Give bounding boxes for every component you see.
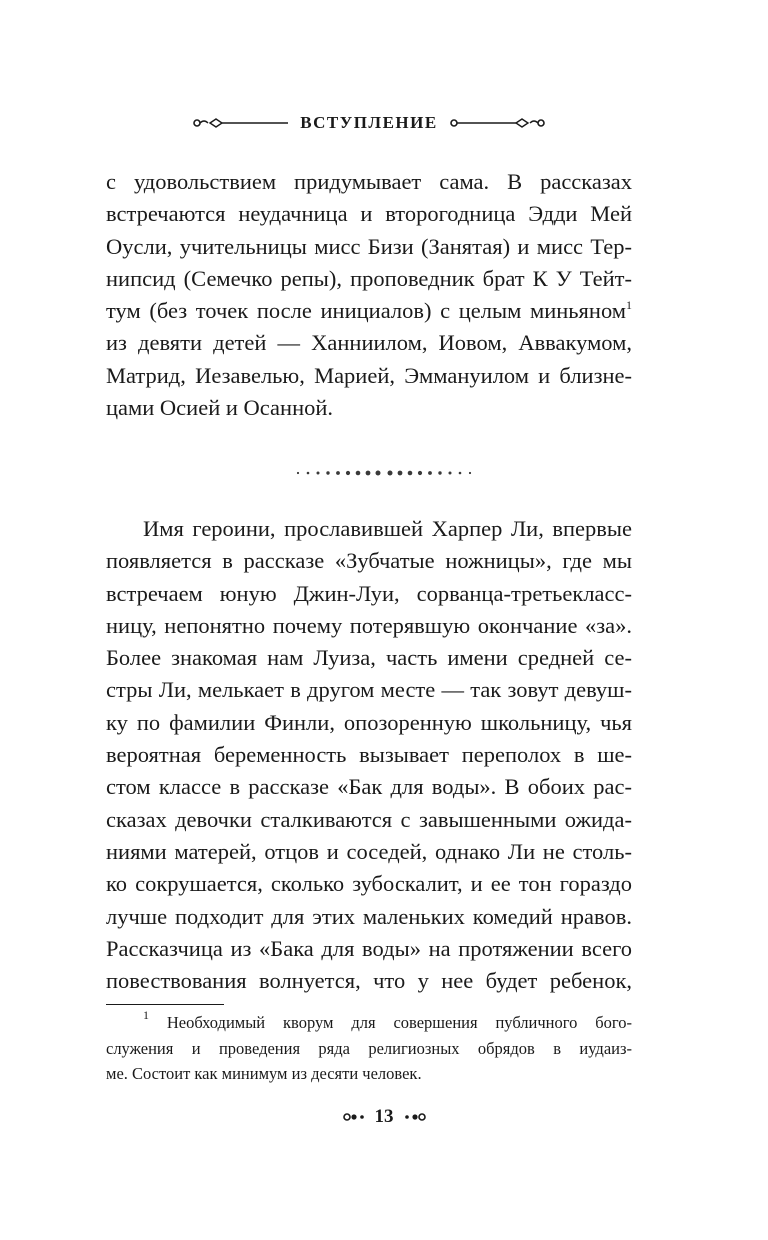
page-folio <box>0 1106 768 1128</box>
text-line: встречаются неудачница и второгодница Эдди Мей <box>106 201 632 227</box>
header-title: ВСТУПЛЕНИЕ <box>300 113 438 132</box>
folio-ornament-right-icon <box>402 1111 426 1123</box>
text-line: цами Осией и Осанной. <box>106 395 334 421</box>
text-line: стры Ли, мелькает в другом месте — так зовут девуш- <box>106 677 632 703</box>
text-line: сказах девочки сталкиваются с завышенными ожида- <box>106 806 632 832</box>
text-line: появляется в рассказе «Зубчатые ножницы», где мы <box>106 548 632 574</box>
page-number: 13 <box>374 1106 394 1127</box>
text-line: вероятная беременность вызывает переполох в ше- <box>106 742 632 768</box>
text-line: ко сокрушается, сколько зубоскалит, и ее тон гораздо <box>106 871 632 897</box>
footnote-rule <box>106 1004 224 1005</box>
footnote-marker[interactable]: 1 <box>626 298 632 313</box>
text-line: нипсид (Семечко репы), проповедник брат К У Тейт- <box>106 265 632 291</box>
footnote <box>106 1010 632 1087</box>
text-line: тум (без точек после инициалов) с целым миньяном <box>106 298 626 324</box>
text-line: ниями матерей, отцов и соседей, однако Ли не столь- <box>106 838 632 864</box>
paragraph-1 <box>106 166 632 424</box>
footnote-line: ме. Состоит как минимум из десяти человек. <box>106 1064 422 1084</box>
text-line: лучше подходит для этих маленьких комедий нравов. <box>106 903 632 929</box>
text-line-with-footnote <box>106 295 632 327</box>
text-line: ницу, непонятно почему потерявшую окончание «за». <box>106 612 632 638</box>
running-header <box>186 108 552 138</box>
text-line: Матрид, Иезавелью, Марией, Эммануилом и близне- <box>106 362 632 388</box>
text-line: Оусли, учительницы мисс Бизи (Занятая) и мисс Тер- <box>106 233 632 259</box>
text-line: встречаем юную Джин-Луи, сорванца-третьекласс- <box>106 580 632 606</box>
folio-ornament-left-icon <box>343 1111 367 1123</box>
text-line: стом классе в рассказе «Бак для воды». В обоих рас- <box>106 774 632 800</box>
dotted-ornament-icon <box>294 468 474 478</box>
footnote-line: Необходимый кворум для совершения публичного бого- <box>166 1013 632 1032</box>
header-ornament-right-icon <box>450 116 546 130</box>
header-ornament-left-icon <box>192 116 288 130</box>
paragraph-2 <box>106 513 632 997</box>
footnote-number: 1 <box>143 1008 149 1022</box>
text-line: Имя героини, прославившей Харпер Ли, впервые <box>143 516 632 541</box>
text-line: с удовольствием придумывает сама. В рассказах <box>106 169 632 194</box>
footnote-line-with-marker <box>106 1010 632 1036</box>
text-line: Более знакомая нам Луиза, часть имени средней се- <box>106 645 632 671</box>
text-line: повествования волнуется, что у нее будет ребенок, <box>106 968 632 994</box>
text-line: Рассказчица из «Бака для воды» на протяжении всего <box>106 935 632 961</box>
text-line: ку по фамилии Финли, опозоренную школьницу, чья <box>106 709 632 735</box>
text-line: из девяти детей — Ханниилом, Иовом, Аввакумом, <box>106 330 632 356</box>
footnote-line: служения и проведения ряда религиозных обрядов в иудаиз- <box>106 1038 632 1058</box>
section-break-dots <box>0 465 768 483</box>
